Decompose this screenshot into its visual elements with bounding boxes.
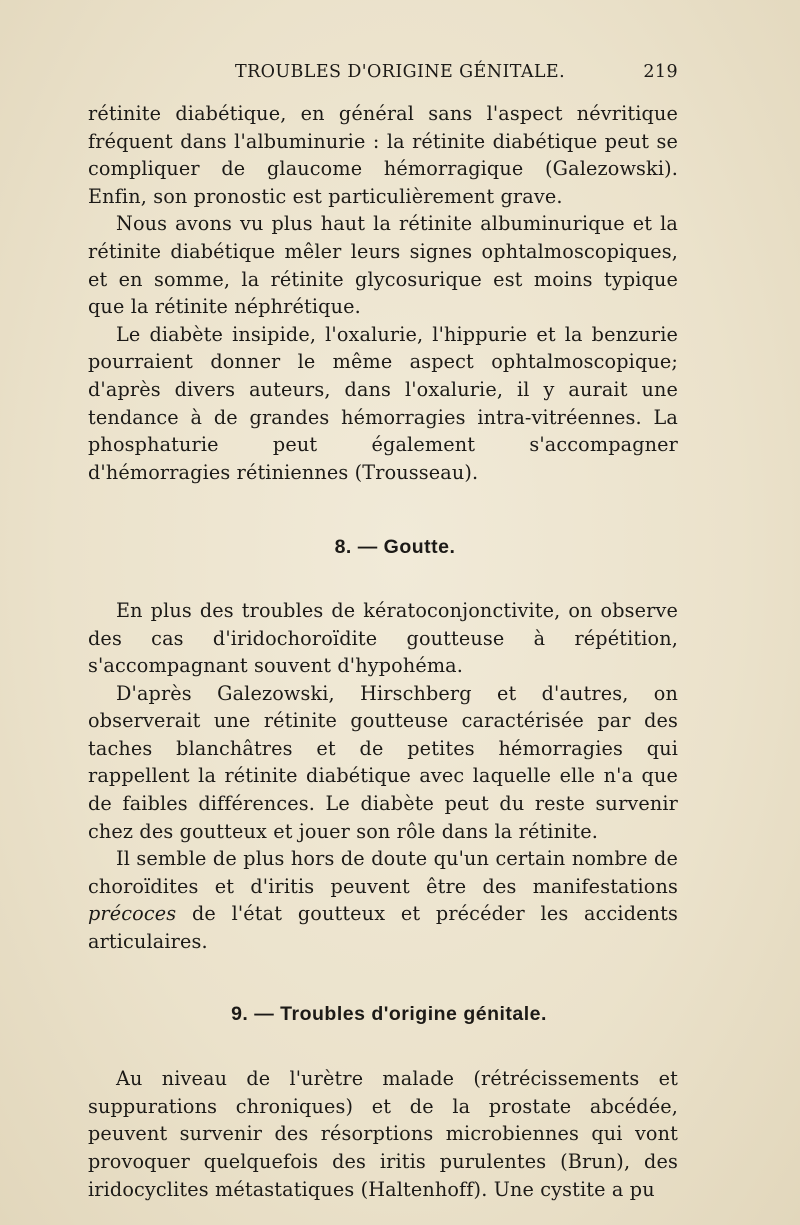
paragraph: En plus des troubles de kératoconjonctivite, on observe des cas d'iridochoroïdite goutteuse à répétition, s'accompagnant souvent d'hypohéma. [88,598,678,678]
page-number: 219 [643,62,678,82]
running-title: TROUBLES D'ORIGINE GÉNITALE. [235,62,566,82]
paragraph [88,845,678,955]
paragraph-text: de l'état goutteux et précéder les accidents articulaires. [88,902,678,954]
body-text [88,100,678,1203]
paragraph: rétinite diabétique, en général sans l'aspect névritique fréquent dans l'albuminurie : la rétinite diabétique peut se compliquer de glaucome hémorragique (Galezowski). Enfin, son pronostic est particulièrement grave. [88,102,678,208]
paragraph-text: Il semble de plus hors de doute qu'un certain nombre de choroïdites et d'iritis peuvent être des manifestations [88,847,678,898]
emphasized-word: précoces [88,902,177,926]
paragraph: Au niveau de l'urètre malade (rétrécissements et suppurations chroniques) et de la prostate abcédée, peuvent survenir des résorptions microbiennes qui vont provoquer quelquefois des iritis purulentes (Brun), des iridocyclites métastatiques (Haltenhoff). Une cystite a pu [88,1067,678,1201]
section-heading-genitale: 9. — Troubles d'origine génitale. [231,1002,547,1025]
paragraph: Nous avons vu plus haut la rétinite albuminurique et la rétinite diabétique mêler leurs signes ophtalmoscopiques, et en somme, la rétinite glycosurique est moins typique que la rétinite néphrétique. [88,212,678,319]
paragraph: D'après Galezowski, Hirschberg et d'autres, on observerait une rétinite goutteuse caractérisée par des taches blanchâtres et de petites hémorragies qui rappellent la rétinite diabétique avec laquelle elle n'a que de faibles différences. Le diabète peut du reste survenir chez des goutteux et jouer son rôle dans la rétinite. [88,681,678,843]
section-heading-goutte: 8. — Goutte. [334,536,456,559]
paragraph: Le diabète insipide, l'oxalurie, l'hippurie et la benzurie pourraient donner le même aspect ophtalmoscopique; d'après divers auteurs, dans l'oxalurie, il y aurait une tendance à de grandes hémorragies intra-vitréennes. La phosphaturie peut également s'accompagner d'hémorragies rétiniennes (Trousseau). [88,322,678,484]
running-header [88,62,678,86]
